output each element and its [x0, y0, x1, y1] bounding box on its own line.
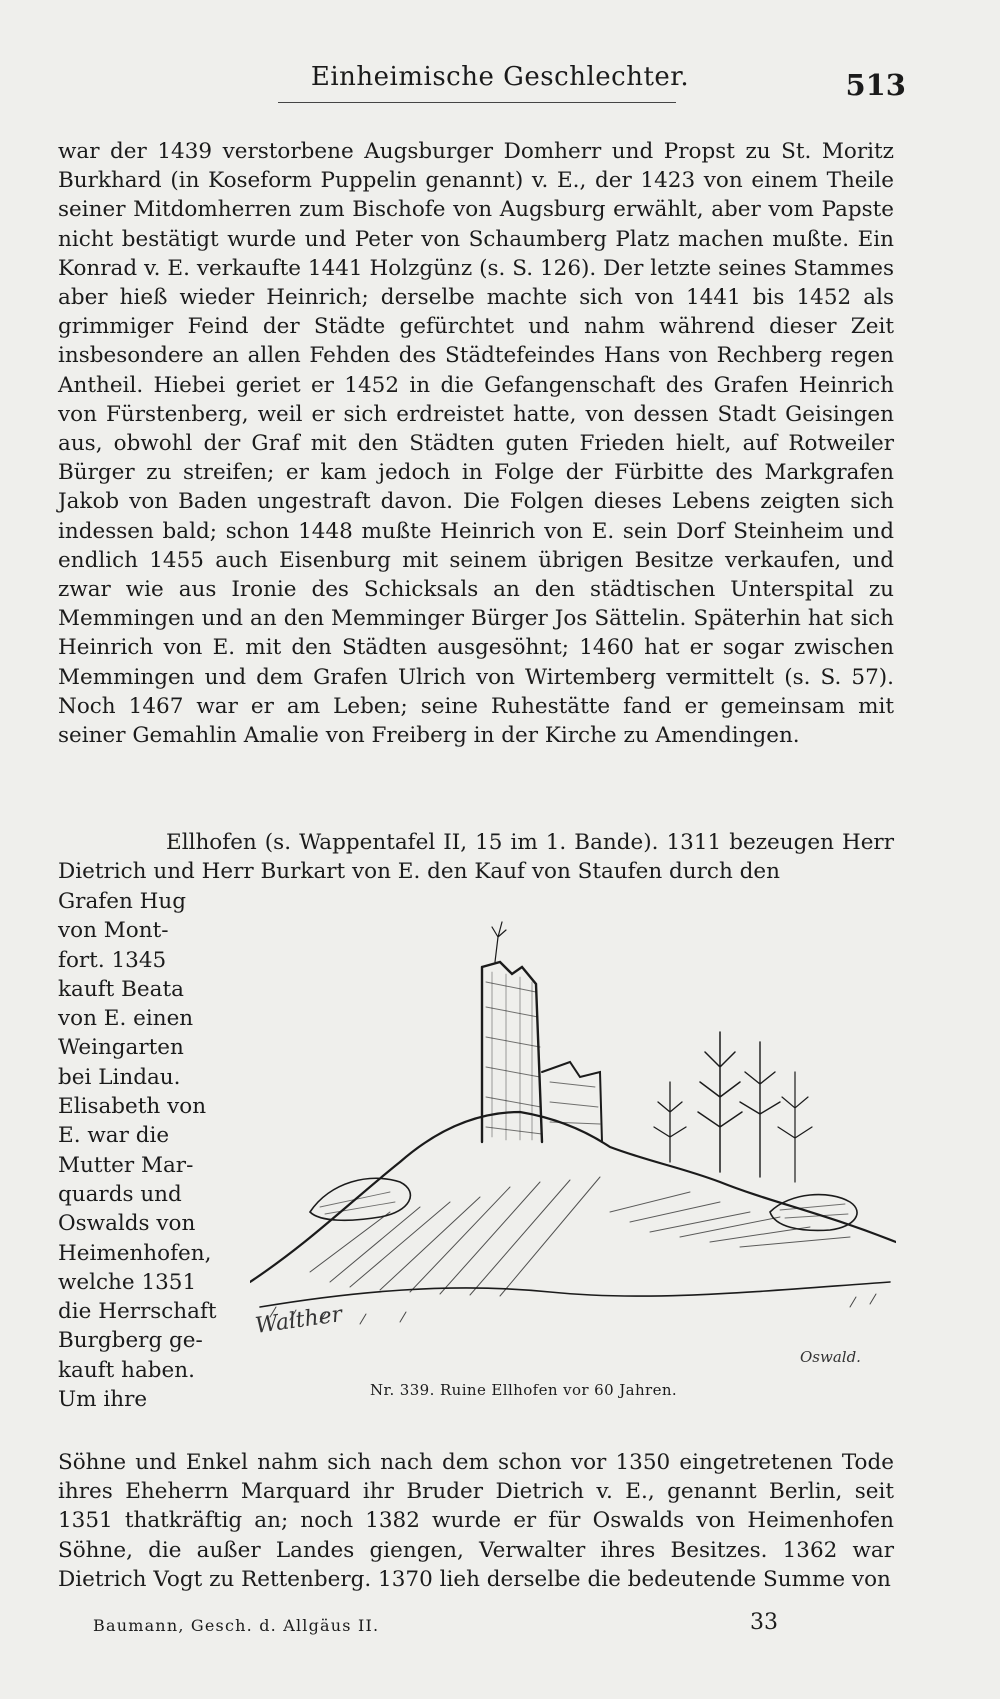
page-number: 513 — [845, 68, 906, 102]
column-line: fort. 1345 — [58, 947, 167, 973]
column-line: E. war die — [58, 1123, 170, 1149]
column-line: von E. einen — [58, 1006, 194, 1032]
column-line: Weingarten — [58, 1035, 184, 1061]
footer-signature: Baumann, Gesch. d. Allgäus II. — [93, 1616, 380, 1635]
figure-caption: Nr. 339. Ruine Ellhofen vor 60 Jahren. — [370, 1381, 678, 1399]
column-line: kauft Beata — [58, 976, 184, 1002]
column-line: Um ihre — [58, 1387, 148, 1413]
paragraph-3: Söhne und Enkel nahm sich nach dem schon vor 1350 eingetretenen Tode ihres Eheherrn Marquard ihr Bruder Dietrich v. E., genannt Berlin, seit 1351 thatkräftig an; noch 1382 wurde er für Oswalds von Heimenhofen Söhne, die außer Landes giengen, Verwalter ihres Besitzes. 1362 war Dietrich Vogt zu Rettenberg. 1370 lieh derselbe die bedeutende Summe von — [58, 1450, 894, 1592]
column-line: Oswalds von — [58, 1211, 196, 1237]
column-line: die Herrschaft — [58, 1299, 217, 1325]
column-line: Elisabeth von — [58, 1094, 207, 1120]
paragraph-ellhofen: Ellhofen (s. Wappentafel II, 15 im 1. Bande). 1311 bezeugen Herr Dietrich und Herr Burkart von E. den Kauf von Staufen durch den — [58, 830, 894, 885]
column-line: Burgberg ge- — [58, 1328, 203, 1354]
sheet-number: 33 — [750, 1610, 778, 1635]
column-line: Grafen Hug — [58, 889, 186, 914]
running-title: Einheimische Geschlechter. — [310, 62, 690, 92]
column-line: kauft haben. — [58, 1357, 195, 1383]
column-line: quards und — [58, 1181, 182, 1207]
column-line: von Mont- — [58, 918, 169, 944]
artist-signature-left: Walther — [253, 1302, 344, 1339]
column-line: bei Lindau. — [58, 1064, 181, 1090]
page-header — [0, 62, 1000, 102]
header-rule — [278, 102, 676, 103]
narrow-column-text — [58, 887, 217, 1414]
column-line: welche 1351 — [58, 1269, 197, 1295]
artist-signature-right: Oswald. — [800, 1348, 861, 1366]
ruin-illustration — [250, 912, 896, 1352]
column-line: Mutter Mar- — [58, 1152, 194, 1178]
column-line: Heimenhofen, — [58, 1240, 212, 1266]
paragraph-1: war der 1439 verstorbene Augsburger Domherr und Propst zu St. Moritz Burkhard (in Koseform Puppelin genannt) v. E., der 1423 von einem Theile seiner Mitdomherren zum Bischofe von Augsburg erwählt, aber vom Papste nicht bestätigt wurde und Peter von Schaumberg Platz machen mußte. Ein Konrad v. E. verkaufte 1441 Holzgünz (s. S. 126). Der letzte seines Stammes aber hieß wieder Heinrich; derselbe machte sich von 1441 bis 1452 als grimmiger Feind der Städte gefürchtet und nahm während dieser Zeit insbesondere an allen Fehden des Städtefeindes Hans von Rechberg regen Antheil. Hiebei geriet er 1452 in die Gefangenschaft des Grafen Heinrich von Fürstenberg, weil er sich erdreistet hatte, von dessen Stadt Geisingen aus, obwohl der Graf mit den Städten guten Frieden hielt, auf Rotweiler Bürger zu streifen; er kam jedoch in Folge der Fürbitte des Markgrafen Jakob von Baden ungestraft davon. Die Folgen dieses Lebens zeigten sich indessen bald; schon 1448 mußte Heinrich von E. sein Dorf Steinheim und endlich 1455 auch Eisenburg mit seinem übrigen Besitze verkaufen, und zwar wie aus Ironie des Schicksals an den städtischen Unterspital zu Memmingen und an den Memminger Bürger Jos Sättelin. Späterhin hat sich Heinrich von E. mit den Städten ausgesöhnt; 1460 hat er sogar zwischen Memmingen und dem Grafen Ulrich von Wirtemberg vermittelt (s. S. 57). Noch 1467 war er am Leben; seine Ruhestätte fand er gemeinsam mit seiner Gemahlin Amalie von Freiberg in der Kirche zu Amendingen. — [58, 139, 894, 749]
